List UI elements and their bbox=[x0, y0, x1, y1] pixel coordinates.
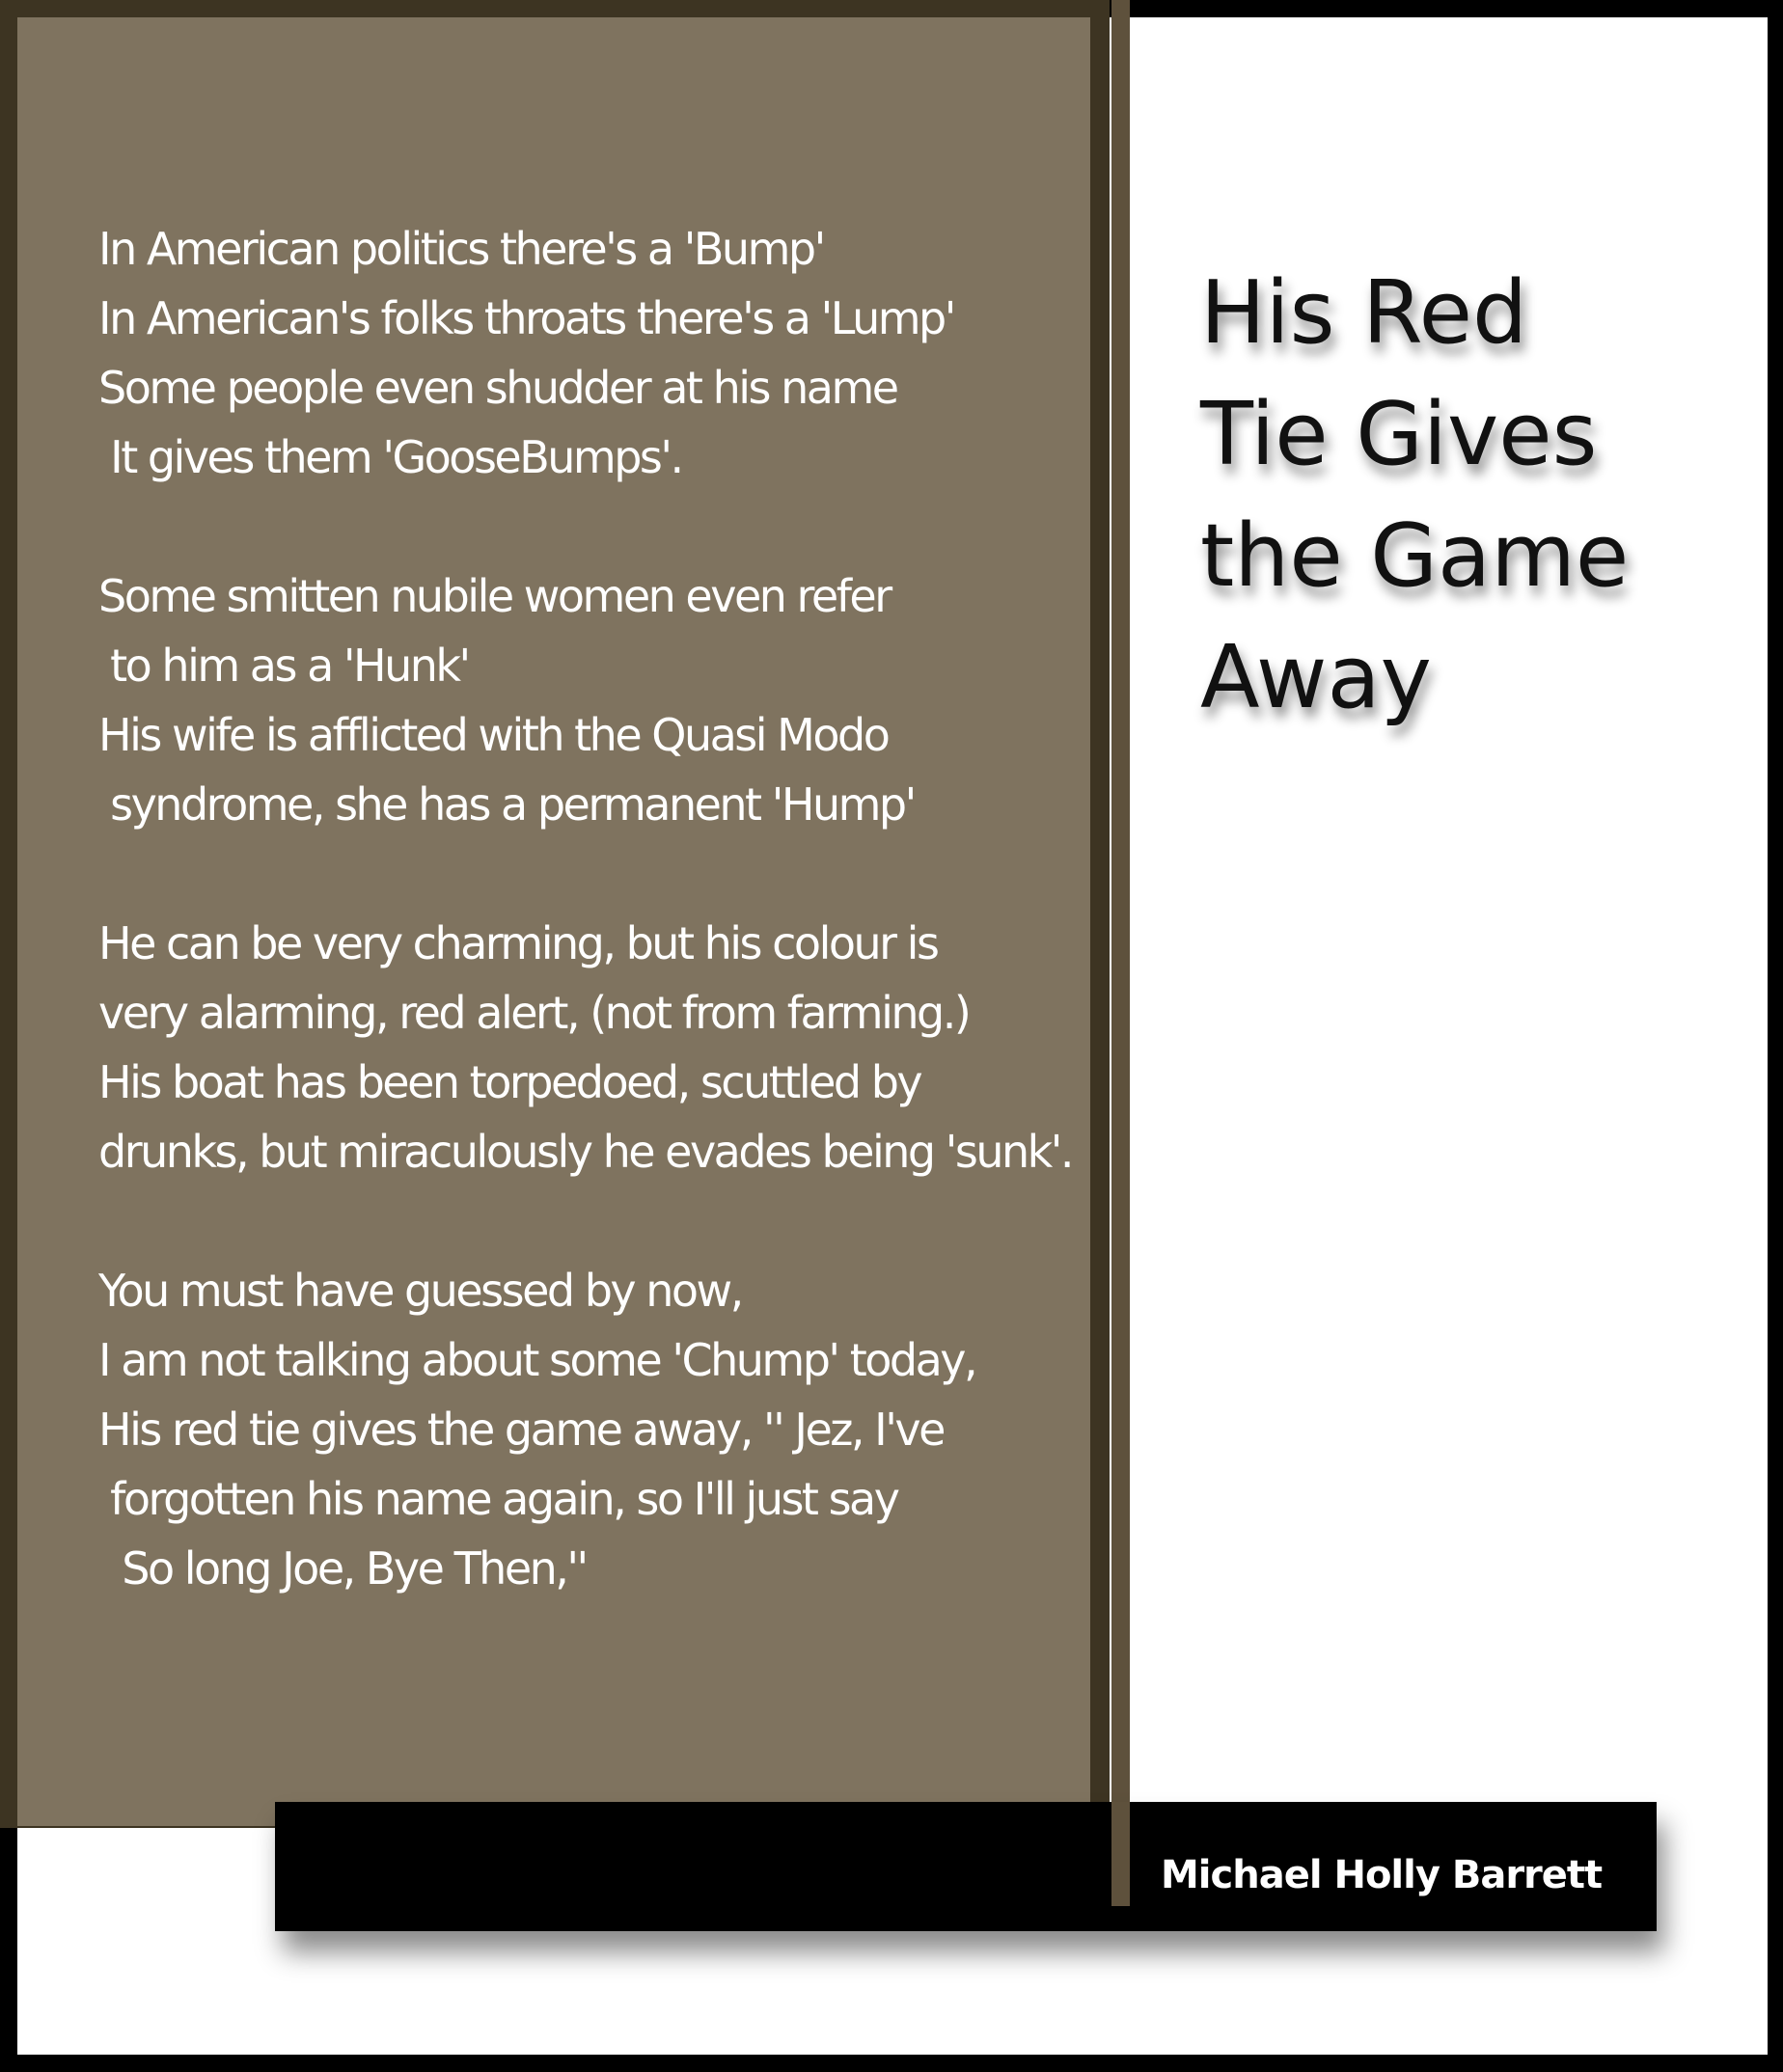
vertical-accent-bar-overlay bbox=[1111, 1802, 1130, 1906]
poem-line: He can be very charming, but his colour is bbox=[98, 917, 938, 969]
poem-line: drunks, but miraculously he evades being 'sunk'. bbox=[98, 1126, 1073, 1178]
poem-line: His boat has been torpedoed, scuttled by bbox=[98, 1056, 921, 1108]
poem-stanza-3 bbox=[98, 909, 1073, 1186]
poem-stanza-2 bbox=[98, 561, 1073, 839]
poem-line: Some smitten nubile women even refer bbox=[98, 570, 891, 622]
poem-line: Some people even shudder at his name bbox=[98, 362, 897, 414]
poem-stanza-4 bbox=[98, 1256, 1073, 1603]
poem-title-line: Away bbox=[1200, 627, 1432, 728]
poem-body bbox=[98, 214, 1073, 1673]
vertical-accent-bar bbox=[1111, 0, 1130, 1906]
poem-line: forgotten his name again, so I'll just say bbox=[98, 1473, 898, 1525]
poem-stanza-1 bbox=[98, 214, 1073, 492]
poem-line: His wife is afflicted with the Quasi Modo bbox=[98, 709, 889, 761]
poem-line: I am not talking about some 'Chump' today, bbox=[98, 1334, 976, 1386]
poem-line: syndrome, she has a permanent 'Hump' bbox=[98, 778, 915, 831]
poem-line: In American's folks throats there's a 'Lump' bbox=[98, 292, 954, 344]
poem-title-line: Tie Gives bbox=[1200, 384, 1598, 485]
poem-line: In American politics there's a 'Bump' bbox=[98, 223, 824, 275]
poem-title-line: the Game bbox=[1200, 505, 1630, 607]
poem-line: So long Joe, Bye Then,'' bbox=[98, 1542, 587, 1595]
poem-title bbox=[1200, 253, 1702, 739]
poem-line: It gives them 'GooseBumps'. bbox=[98, 431, 682, 483]
author-name: Michael Holly Barrett bbox=[1161, 1853, 1603, 1897]
poem-title-line: His Red bbox=[1200, 262, 1528, 364]
poem-line: to him as a 'Hunk' bbox=[98, 640, 469, 692]
poem-line: very alarming, red alert, (not from farming.) bbox=[98, 987, 970, 1039]
poem-line: His red tie gives the game away, '' Jez, I've bbox=[98, 1404, 944, 1456]
poem-line: You must have guessed by now, bbox=[98, 1265, 742, 1317]
